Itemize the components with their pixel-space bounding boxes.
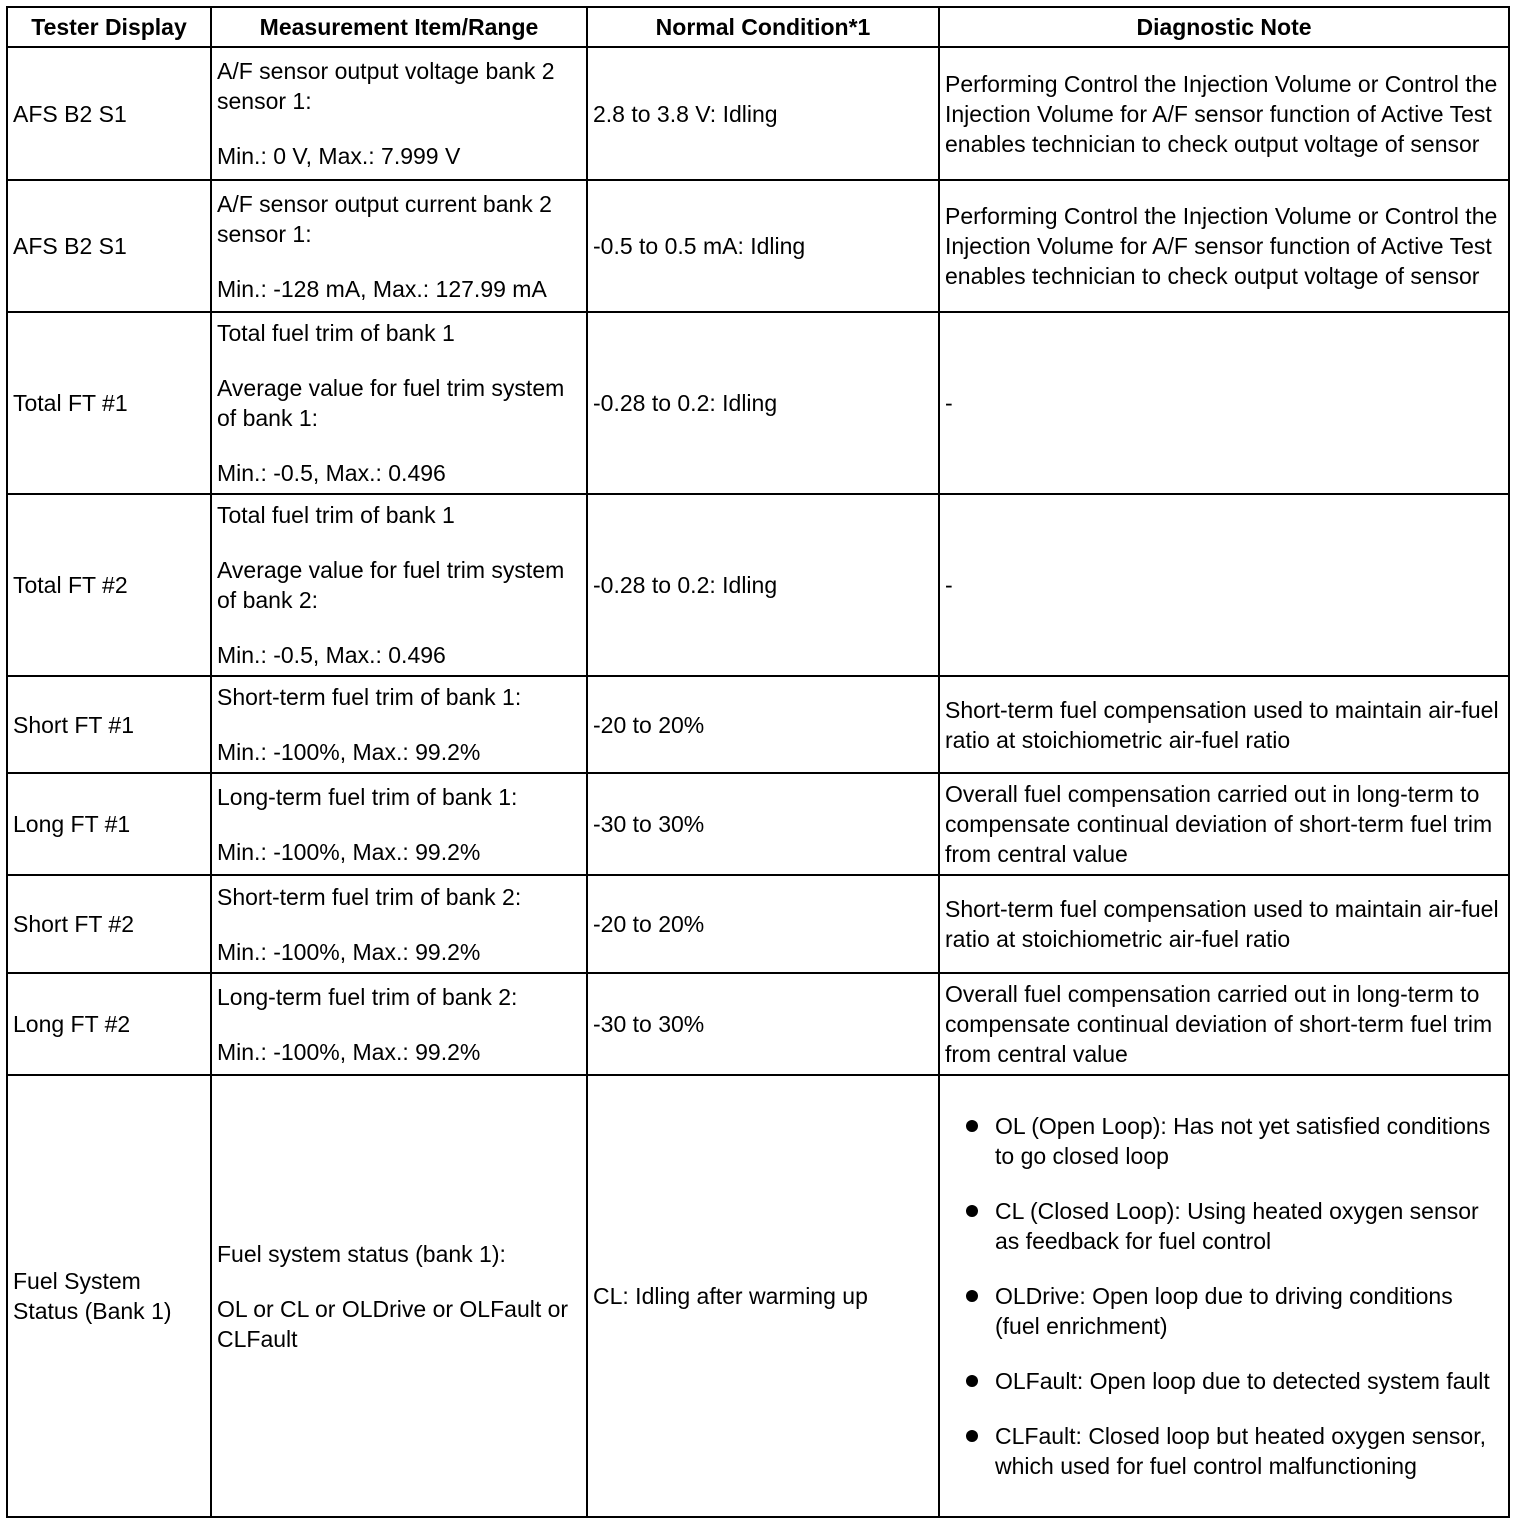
tester-display-cell: Short FT #1 xyxy=(7,676,211,773)
measurement-line: Min.: -0.5, Max.: 0.496 xyxy=(217,642,446,668)
bullet-item: OLFault: Open loop due to detected system fault xyxy=(945,1366,1503,1396)
header-tester-display: Tester Display xyxy=(7,7,211,47)
table-row xyxy=(7,180,1509,312)
table-row xyxy=(7,773,1509,875)
diagnostic-note-cell: Short-term fuel compensation used to maintain air-fuel ratio at stoichiometric air-fuel ratio xyxy=(939,875,1509,973)
table-row xyxy=(7,973,1509,1075)
measurement-line: Average value for fuel trim system of bank 2: xyxy=(217,557,565,613)
normal-condition-cell: -0.28 to 0.2: Idling xyxy=(587,494,939,676)
measurement-line: Long-term fuel trim of bank 1: xyxy=(217,783,518,810)
normal-condition-cell: -30 to 30% xyxy=(587,773,939,875)
measurement-line: Min.: 0 V, Max.: 7.999 V xyxy=(217,143,461,169)
measurement-item-cell xyxy=(211,180,587,312)
measurement-line: Min.: -100%, Max.: 99.2% xyxy=(217,1038,481,1065)
measurement-line: OL or CL or OLDrive or OLFault or CLFault xyxy=(217,1295,569,1352)
measurement-line: Short-term fuel trim of bank 1: xyxy=(217,684,522,710)
diagnostic-note-cell: Performing Control the Injection Volume or Control the Injection Volume for A/F sensor function of Active Test enables technician to check output voltage of sensor xyxy=(939,47,1509,180)
diagnostic-note-cell: Short-term fuel compensation used to maintain air-fuel ratio at stoichiometric air-fuel ratio xyxy=(939,676,1509,773)
tester-display-cell: Long FT #1 xyxy=(7,773,211,875)
tester-display-cell: AFS B2 S1 xyxy=(7,47,211,180)
measurement-line: Min.: -0.5, Max.: 0.496 xyxy=(217,460,446,486)
diagnostic-note-cell: Performing Control the Injection Volume or Control the Injection Volume for A/F sensor function of Active Test enables technician to check output voltage of sensor xyxy=(939,180,1509,312)
diagnostic-note-cell xyxy=(939,1075,1509,1517)
tester-display-cell: Long FT #2 xyxy=(7,973,211,1075)
measurement-item-cell xyxy=(211,312,587,494)
table-row xyxy=(7,47,1509,180)
bullet-item: OLDrive: Open loop due to driving conditions (fuel enrichment) xyxy=(945,1281,1503,1341)
header-row xyxy=(7,7,1509,47)
normal-condition-cell: -20 to 20% xyxy=(587,676,939,773)
measurement-item-cell xyxy=(211,676,587,773)
diagnostic-note-cell: Overall fuel compensation carried out in long-term to compensate continual deviation of short-term fuel trim from central value xyxy=(939,973,1509,1075)
table-row xyxy=(7,875,1509,973)
measurement-line: Min.: -128 mA, Max.: 127.99 mA xyxy=(217,275,547,302)
measurement-line: A/F sensor output current bank 2 sensor 1: xyxy=(217,190,552,247)
table-row xyxy=(7,312,1509,494)
measurement-item-cell xyxy=(211,1075,587,1517)
tester-display-cell: AFS B2 S1 xyxy=(7,180,211,312)
diagnostic-note-cell: - xyxy=(939,312,1509,494)
measurement-item-cell xyxy=(211,875,587,973)
bullet-item: CLFault: Closed loop but heated oxygen sensor, which used for fuel control malfunctioning xyxy=(945,1421,1503,1481)
tester-display-cell: Short FT #2 xyxy=(7,875,211,973)
header-normal-condition: Normal Condition*1 xyxy=(587,7,939,47)
normal-condition-cell: -20 to 20% xyxy=(587,875,939,973)
tester-display-cell: Fuel System Status (Bank 1) xyxy=(7,1075,211,1517)
measurement-item-cell xyxy=(211,773,587,875)
normal-condition-cell: CL: Idling after warming up xyxy=(587,1075,939,1517)
table-row xyxy=(7,1075,1509,1517)
diagnostic-note-cell: Overall fuel compensation carried out in long-term to compensate continual deviation of short-term fuel trim from central value xyxy=(939,773,1509,875)
normal-condition-cell: 2.8 to 3.8 V: Idling xyxy=(587,47,939,180)
normal-condition-cell: -0.5 to 0.5 mA: Idling xyxy=(587,180,939,312)
measurement-line: A/F sensor output voltage bank 2 sensor 1: xyxy=(217,58,555,114)
tester-display-cell: Total FT #2 xyxy=(7,494,211,676)
bullet-item: CL (Closed Loop): Using heated oxygen sensor as feedback for fuel control xyxy=(945,1196,1503,1256)
measurement-line: Total fuel trim of bank 1 xyxy=(217,502,455,528)
measurement-item-cell xyxy=(211,47,587,180)
measurement-line: Min.: -100%, Max.: 99.2% xyxy=(217,838,481,865)
measurement-line: Min.: -100%, Max.: 99.2% xyxy=(217,938,481,965)
normal-condition-cell: -0.28 to 0.2: Idling xyxy=(587,312,939,494)
measurement-line: Short-term fuel trim of bank 2: xyxy=(217,883,522,910)
tester-display-cell: Total FT #1 xyxy=(7,312,211,494)
diagnostic-note-cell: - xyxy=(939,494,1509,676)
measurement-item-cell xyxy=(211,494,587,676)
measurement-line: Fuel system status (bank 1): xyxy=(217,1240,506,1267)
table-row xyxy=(7,676,1509,773)
measurement-line: Average value for fuel trim system of bank 1: xyxy=(217,375,565,431)
table-row xyxy=(7,494,1509,676)
measurement-item-cell xyxy=(211,973,587,1075)
data-list-table xyxy=(6,6,1510,1518)
normal-condition-cell: -30 to 30% xyxy=(587,973,939,1075)
measurement-line: Long-term fuel trim of bank 2: xyxy=(217,983,518,1010)
status-bullet-list xyxy=(945,1111,1503,1481)
header-measurement-item: Measurement Item/Range xyxy=(211,7,587,47)
measurement-line: Min.: -100%, Max.: 99.2% xyxy=(217,739,481,765)
measurement-line: Total fuel trim of bank 1 xyxy=(217,320,455,346)
header-diagnostic-note: Diagnostic Note xyxy=(939,7,1509,47)
bullet-item: OL (Open Loop): Has not yet satisfied conditions to go closed loop xyxy=(945,1111,1503,1171)
